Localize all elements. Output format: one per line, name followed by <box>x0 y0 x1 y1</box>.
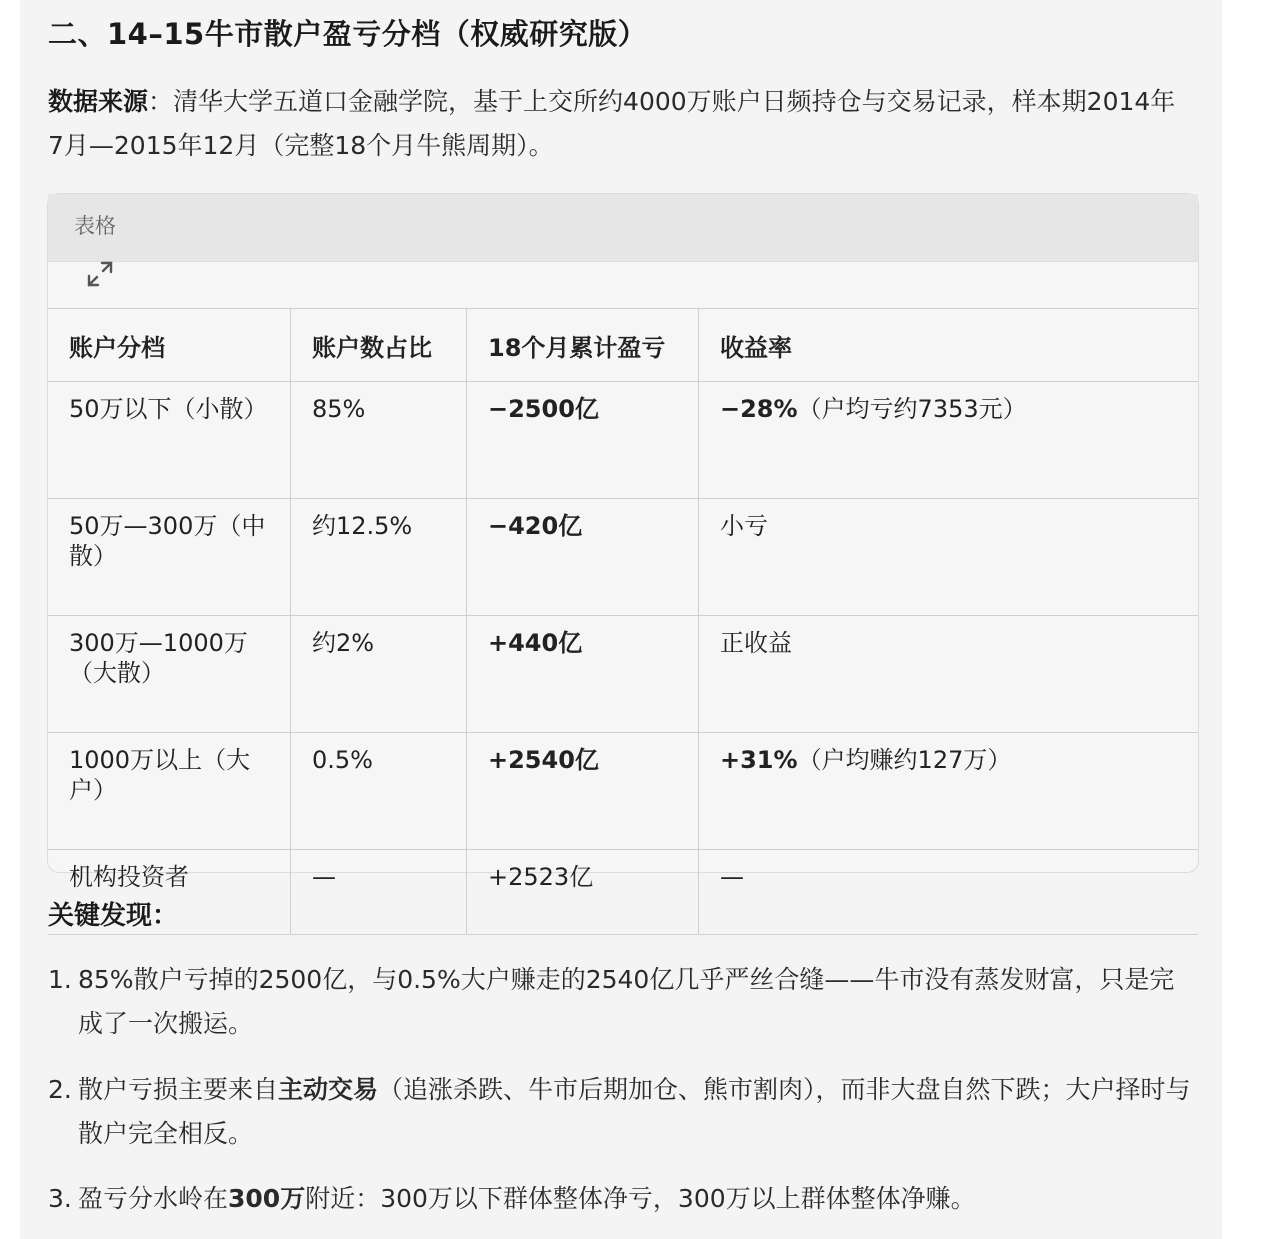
column-header-tier: 账户分档 <box>48 309 291 382</box>
cell-return-note: — <box>720 863 744 891</box>
cell-return <box>699 499 1199 616</box>
data-source-separator: ： <box>148 87 174 116</box>
cell-return-note: （户均赚约127万） <box>797 746 1012 774</box>
findings-title: 关键发现： <box>48 901 179 931</box>
table-card-header <box>48 194 1198 262</box>
pnl-table <box>48 308 1198 935</box>
cell-tier: 50万以下（小散） <box>48 382 291 499</box>
cell-return <box>699 733 1199 850</box>
table-row <box>48 382 1198 499</box>
finding-text-post: （追涨杀跌、牛市后期加仓、熊市割肉），而非大盘自然下跌；大户择时与散户完全相反。 <box>78 1075 1191 1148</box>
finding-text-pre: 盈亏分水岭在 <box>78 1184 229 1213</box>
finding-text-post: 附近：300万以下群体整体净亏，300万以上群体整体净赚。 <box>305 1184 976 1213</box>
column-header-return: 收益率 <box>699 309 1199 382</box>
cell-pnl: +2540亿 <box>467 733 699 850</box>
finding-number: 2. <box>48 1075 72 1104</box>
finding-text <box>48 1068 1198 1156</box>
cell-pnl: +440亿 <box>467 616 699 733</box>
finding-text-pre: 85%散户亏掉的2500亿，与0.5%大户赚走的2540亿几乎严丝合缝——牛市没有蒸发财富，只是完成了一次搬运。 <box>78 965 1175 1038</box>
cell-pnl: −420亿 <box>467 499 699 616</box>
cell-share: 约12.5% <box>291 499 467 616</box>
table-row <box>48 499 1198 616</box>
cell-tier: 机构投资者 <box>48 850 291 935</box>
data-source-paragraph <box>48 80 1188 168</box>
finding-number: 3. <box>48 1184 72 1213</box>
column-header-pnl: 18个月累计盈亏 <box>467 309 699 382</box>
table-row <box>48 733 1198 850</box>
finding-text-bold: 主动交易 <box>278 1075 379 1104</box>
finding-number: 1. <box>48 965 72 994</box>
table-card-label: 表格 <box>74 214 116 238</box>
column-header-share: 账户数占比 <box>291 309 467 382</box>
cell-share: 0.5% <box>291 733 467 850</box>
cell-return-note: 小亏 <box>720 512 768 540</box>
cell-share: 约2% <box>291 616 467 733</box>
section-heading: 二、14–15牛市散户盈亏分档（权威研究版） <box>48 17 648 51</box>
finding-item <box>48 958 1198 1046</box>
table-header-row <box>48 309 1198 382</box>
cell-pnl: −2500亿 <box>467 382 699 499</box>
cell-return-value: +31% <box>720 746 798 774</box>
cell-share: 85% <box>291 382 467 499</box>
cell-return <box>699 616 1199 733</box>
cell-return-value: −28% <box>720 395 798 423</box>
finding-item <box>48 1068 1198 1156</box>
data-source-text: 清华大学五道口金融学院，基于上交所约4000万账户日频持仓与交易记录，样本期2014年7月—2015年12月（完整18个月牛熊周期）。 <box>48 87 1176 160</box>
cell-return-note: （户均亏约7353元） <box>797 395 1027 423</box>
finding-text-bold: 300万 <box>228 1184 306 1213</box>
finding-item <box>48 1177 1198 1221</box>
expand-icon[interactable] <box>84 258 116 290</box>
finding-text <box>48 958 1198 1046</box>
table-row <box>48 616 1198 733</box>
data-source-label: 数据来源 <box>48 87 149 116</box>
cell-pnl: +2523亿 <box>467 850 699 935</box>
cell-tier: 1000万以上（大户） <box>48 733 291 850</box>
table-row <box>48 850 1198 935</box>
finding-text <box>48 1177 1198 1221</box>
cell-return <box>699 382 1199 499</box>
table-card <box>47 193 1199 891</box>
finding-text-pre: 散户亏损主要来自 <box>78 1075 279 1104</box>
article-page <box>20 0 1222 1239</box>
cell-return-note: 正收益 <box>720 629 792 657</box>
cell-return <box>699 850 1199 935</box>
cell-tier: 50万—300万（中散） <box>48 499 291 616</box>
cell-tier: 300万—1000万（大散） <box>48 616 291 733</box>
cell-share: — <box>291 850 467 935</box>
